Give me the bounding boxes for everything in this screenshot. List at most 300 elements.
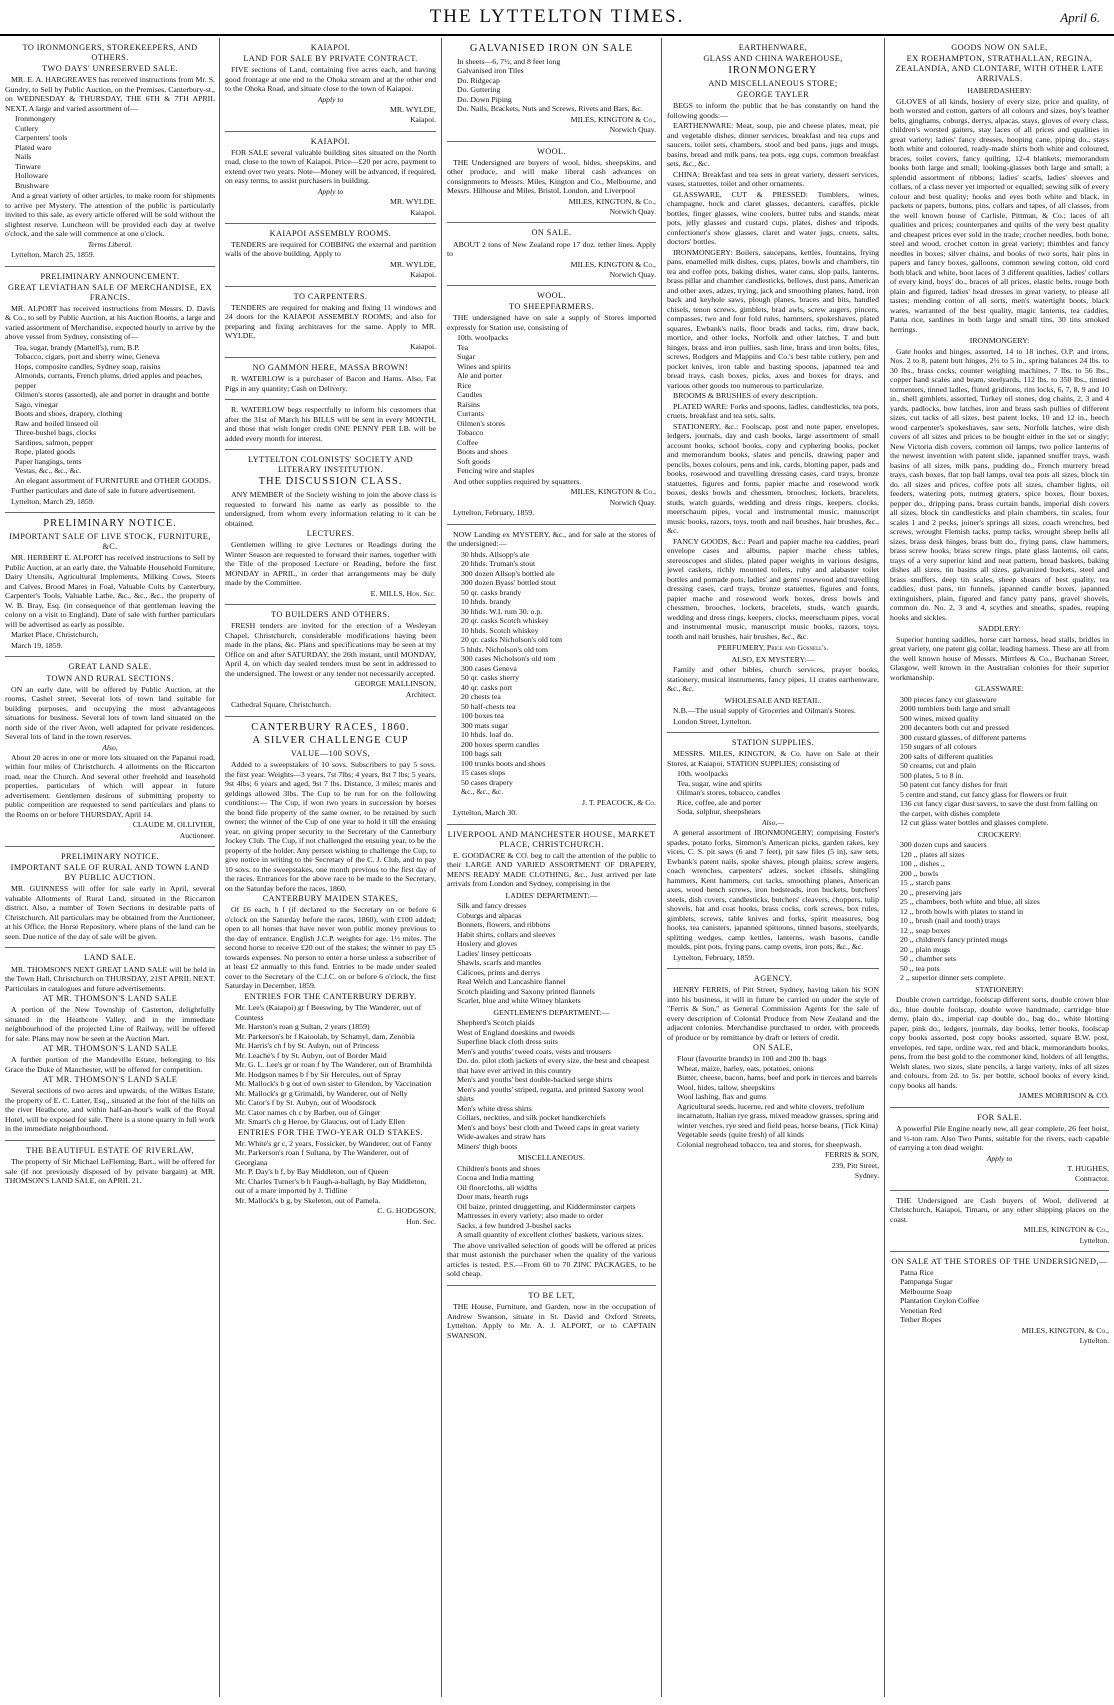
ad-body: HENRY FERRIS, of Pitt Street, Sydney, having taken his SON into his business, it will in future be carried on under the style of "Ferris & Son," as General Commission Agents for the sale of every description of Colonial Produce from New Zealand and the adjacent colonies. Merchandise purchased to order, with proceeds of produce or by remittance by draft or letters of credit. (667, 985, 879, 1042)
column-5 (887, 38, 1112, 1697)
ad-goods-on-sale (890, 38, 1109, 1108)
ad-signature: MILES, KINGTON & Co., (570, 487, 656, 497)
item-list (5, 114, 215, 190)
ad-signature: T. HUGHES, (1067, 1163, 1109, 1173)
list-item: Vestas, &c., &c., &c. (15, 466, 82, 476)
ad-body: PLATED WARE: Forks and spoons, ladles, candlesticks, tea pots, cruets, breakfast and tea sets, salts. (667, 401, 879, 421)
list-item: 50 half-chests tea (461, 701, 516, 711)
list-item: 30 hhds. W.I. rum 30. o.p. (461, 606, 543, 616)
ad-subheading: AT MR. THOMSON'S LAND SALE (42, 1044, 178, 1054)
column-1 (2, 38, 218, 1697)
list-item: Wool, hides, tallow, sheepskins (677, 1082, 775, 1092)
list-item: Men's and boys' best cloth and Tweed caps in great variety (457, 1122, 640, 1132)
column-3 (444, 38, 659, 1697)
ad-body: TENDERS are required for making and fixing 11 windows and 24 doors for the KAIAPOI ASSEMBLY ROOMS; and also for preparing and fixing architraves for the same. Apply to MR. WYLDE, (225, 302, 436, 341)
list-item: Sago, vinegar (15, 399, 58, 409)
ad-place: Market Place, Christchurch, (11, 630, 99, 640)
list-item: 20 qr. casks Nicholson's old tom (461, 635, 563, 645)
ad-subheading: SADDLERY: (978, 624, 1021, 634)
ad-heading: ON SALE AT THE STORES OF THE UNDERSIGNED,— (891, 1256, 1108, 1266)
list-item: Superfine black cloth dress suits (457, 1037, 558, 1047)
ad-subheading: CANTERBURY MAIDEN STAKES, (262, 894, 399, 904)
ad-body: Gentlemen willing to give Lectures or Readings during the Winter Season are requested to forward their names, together with the Title of the proposed Lecture or Reading, before the first MONDAY in APRIL, in order that arrangements may be duly made by the Committee. (225, 540, 436, 588)
ad-subheading: IRONMONGERY: (969, 336, 1030, 346)
list-item: 5 hhds. Nicholson's old tom (461, 644, 548, 654)
item-list (5, 343, 215, 486)
list-item: &c., &c., &c. (461, 787, 504, 797)
ad-heading: WOOL. (537, 146, 566, 156)
list-item: Fencing wire and staples (457, 466, 535, 476)
ad-heading: TO BE LET, (528, 1290, 575, 1300)
ad-subheading: LAND FOR SALE BY PRIVATE CONTRACT. (243, 54, 418, 64)
list-item: Oil baize, printed druggetting, and Kidderminster carpets (457, 1201, 636, 1211)
ad-subheading: WHOLESALE AND RETAIL. (724, 695, 822, 705)
ad-role: Hon. Sec. (406, 1216, 436, 1226)
ad-subheading: IRONMONGERY (728, 65, 818, 77)
ad-rope-sale (447, 223, 656, 286)
ad-subheading: CROCKERY: (977, 829, 1022, 839)
ad-signature: MILES, KINGTON & Co., (570, 259, 656, 269)
list-item: Mr. Parkerson's roan f Sultana, by The Wanderer, out of Georgiana (235, 1148, 409, 1167)
ad-place: 239, Pitt Street, (831, 1160, 879, 1170)
item-list (447, 550, 656, 797)
list-item: Plantation Ceylon Coffee (900, 1296, 980, 1306)
item-list (447, 57, 656, 114)
list-item: 300 dozen Allsop's bottled ale (461, 568, 555, 578)
list-item: Mr. G. L. Lee's gr or roan f by The Wanderer, out of Bramhilda (235, 1060, 432, 1070)
ad-place: Norwich Quay. (609, 207, 656, 217)
list-item: 50 qr. casks brandy (461, 587, 522, 597)
ad-subheading: ENTRIES FOR THE CANTERBURY DERBY. (244, 991, 417, 1001)
list-item: Men's and youths' tweed coats, vests and trousers (457, 1046, 611, 1056)
ad-signature: FERRIS & SON, (825, 1150, 879, 1160)
ad-builders-tender (225, 605, 436, 716)
list-item: 200 boxes sperm candles (461, 739, 540, 749)
ad-body: MESSRS. MILES, KINGTON, & Co. have on Sale at their Stores, at Kaiapoi, STATION SUPPLIES; consisting of (667, 749, 879, 768)
ad-heading: TO CARPENTERS. (293, 291, 368, 301)
list-item: Silk and fancy dresses (457, 901, 527, 911)
list-item: 100 ,, dishes ,, (900, 859, 945, 869)
list-item: Men's and youths' striped, regatta, and printed Saxony wool shirts (457, 1084, 644, 1104)
ad-station-supplies (667, 733, 879, 969)
list-item: Butter, cheese, bacon, hams, beef and pork in tierces and barrels (677, 1073, 878, 1083)
list-item: Flour (favourite brands) in 100 and 200 lb. bags (677, 1054, 827, 1064)
list-item: 100 boxes tea (461, 711, 504, 721)
list-item: 10th. woolpacks (457, 333, 509, 343)
list-item: 10th. woolpacks (677, 769, 729, 779)
list-item: 300 cases Geneva (461, 663, 517, 673)
list-item: Shawls, scarfs and mantles (457, 958, 542, 968)
list-item: Men's and youths' best double-backed serge shirts (457, 1075, 613, 1085)
column-rule (219, 38, 220, 1697)
list-item: Miners' thigh boots (457, 1141, 518, 1151)
list-item: Mr. Lee's (Kaiapoi) gr f Beeswing, by The Wanderer, out of Countess (235, 1003, 422, 1022)
ad-subheading: AND MISCELLANEOUS STORE; (708, 79, 838, 89)
list-item: Almonds, currants, French plums, dried apples and peaches, pepper (15, 371, 203, 390)
item-list (667, 769, 879, 817)
ad-subheading: VALUE—100 SOVS, (290, 749, 371, 759)
ad-body: FRESH tenders are invited for the erection of a Wesleyan Chapel, Christchurch, considerable modifications having been made in the plans, &c. Plans and specifications may be seen at my Office on and after SATURDAY, the 26th instant, until MONDAY, April 4, on which day sealed tenders must be sent in addressed to the undersigned. The lowest or any tender not necessarily accepted. (225, 621, 436, 678)
ad-sheepfarmers (447, 286, 656, 524)
ad-ironmongers-sale (5, 38, 215, 267)
list-item: Soda, sulphur, sheepshears (677, 807, 761, 817)
ad-signature: MILES, KINGTON, & Co., (1021, 1325, 1109, 1335)
ad-body: MR. THOMSON'S NEXT GREAT LAND SALE will be held in the Town Hall, Christchurch on THURSDAY, 21ST APRIL NEXT. Particulars in catalogues and future advertisements. (5, 964, 215, 993)
list-item: Patna Rice (900, 1267, 934, 1277)
ad-leviathan-sale (5, 267, 215, 514)
ad-body: R. WATERLOW is a purchaser of Bacon and Hams. Also, Fat Pigs in any quantity; Cash on Delivery. (225, 374, 436, 393)
list-item: Ironmongery (15, 114, 56, 124)
list-item: 300 dozen cups and saucers (900, 840, 987, 850)
ad-body: BROOMS & BRUSHES of every description. (673, 391, 818, 401)
ad-subheading: MISCELLANEOUS. (518, 1153, 585, 1163)
ad-thomson-land-sale (5, 948, 215, 1140)
list-item: Ladies' linsey petticoats (457, 948, 532, 958)
ad-heading: PRELIMINARY NOTICE. (43, 518, 177, 530)
list-item: Boots and shoes, drapery, clothing (15, 409, 123, 419)
ad-body: GLASSWARE, CUT & PRESSED: Tumblers, wines, champagne, hock and claret glasses, decanters, caraffes, pickle bottles, finger glasses, wine coolers, butter tubs and stands, meat pots, jelly glasses and custard cups, plates, dishes and tripods, confectioner's show glasses, claret and water jugs, cruets, salts, doctors' bottles. (667, 189, 879, 247)
ad-subheading: HABERDASHERY: (967, 86, 1032, 96)
ad-body: R. WATERLOW begs respectfully to inform his customers that after the 31st of March his BILLS will be sent in every MONTH, and those that wish longer credit ONE PENNY PER LB. will be added every month for interest. (225, 405, 436, 443)
item-list (667, 1054, 879, 1149)
list-item: 30 hhds. Allsopp's ale (461, 549, 530, 559)
list-item: 5 centre and stand, cut fancy glass for flowers or fruit (900, 789, 1067, 799)
list-item: 20 hhds. Truman's stout (461, 559, 536, 569)
list-item: Hops, composite candles, Sydney soap, raisins (15, 361, 161, 371)
ad-body: Further particulars and date of sale in future advertisement. (11, 486, 196, 496)
list-item: Sugar (457, 352, 476, 362)
list-item: 20 chests tea (461, 692, 501, 702)
ad-subheading: EX ROEHAMPTON, STRATHALLAN, REGINA, ZEALANDIA, AND CLONTARF, WITH OTHER LATE ARRIVALS. (895, 54, 1104, 84)
ad-signature: MILES, KINGTON & Co., (1023, 1225, 1109, 1235)
ad-date: Lyttelton, February, 1859. (453, 508, 535, 518)
ad-date: March 19, 1859. (11, 640, 63, 650)
ad-heading: ON SALE. (531, 228, 572, 238)
list-item: Do. Down Piping (457, 94, 512, 104)
ad-agency (667, 969, 879, 1186)
ad-heading: FOR SALE. (977, 1112, 1022, 1122)
ad-body: Of £6 each, h f (if declared to the Secretary on or before 6 o'clock on the Saturday before the races, 1860), with £100 added; open to all horses that have never won public money previous to the day of entrance. English J.C.P. weights for age. 1½ miles. The second horse to receive £20 out of the stakes; the winner to pay £5 towards expenses. No person to enter a horse unless a subscriber of at least £2 annually to this fund. Entries to be made under sealed cover to the Secretary of the C.J.C. on or before 6 o'clock, the first Saturday in December, 1859. (225, 905, 436, 991)
ad-subheading: GREAT LEVIATHAN SALE OF MERCHANDISE, EX FRANCIS. (8, 282, 212, 302)
list-item: Men's white dress shirts (457, 1103, 532, 1113)
ad-body: A further portion of the Mandeville Estate, belonging to his Grace the Duke of Manchester, will be offered for competition. (5, 1055, 215, 1074)
ad-riverlaw-estate (5, 1141, 215, 1192)
ad-date: Lyttelton, March 30. (453, 808, 518, 818)
list-item: Mr. Mallock's b g out of own sister to Glendon, by Vaccination (235, 1079, 432, 1089)
ad-signature: JAMES MORRISON & CO. (1018, 1091, 1109, 1101)
list-item: Tea, sugar, wine and spirits (677, 778, 762, 788)
ad-body: BEGS to inform the public that he has constantly on hand the following goods:— (667, 101, 879, 120)
ad-body: ON an early date, will be offered by Public Auction, at the rooms, Cashel street, Several lots of town land suitable for building purposes, and occupying the most advantageous situations for business. Several lots of town land situated on the north side of the river Avon, well adapted for private residences. Several lots of land in the town reserves. (5, 684, 215, 742)
list-item: Habit shirts, collars and sleeves (457, 929, 556, 939)
ad-body: FIVE sections of Land, containing five acres each, and having good frontage at one end to the Ohoka stream and at the other end to the Ohoka Road, and situate close to the town of Kaiapoi. (225, 65, 436, 94)
ad-body: Gate hooks and hinges, assorted, 14 to 18 inches, O.P. and irons, Nos. 2 to 8, patent butt hinges, 2½ to 5 in., spring balances 24 lbs. to 30 lbs., brass cocks, counter weighing machines, 7 lbs. to 56 lbs., copper hand scales and beam, steelyards, 112 lbs. to 350 lbs., tinned tormenters, tinned ladles, fluted gridirons, rim locks, 6, 7, 8, 9 and 10 in., shell gimblets, assorted, Turkey oil stones, dog chains, 2, 3 and 4 yards, padlocks, bow latches, iron and brass sash pullies of different sizes, cut tacks of all sizes, best patent locks, 10 and 12 in., beech wood carpenter's spokeshaves, saw sets, Norfolk latches, wire dish covers of all sizes and prices to be bought either in the set or singly; New Victoria dish covers, common oil lamps, two police lanterns of the newest invention with patent slide, japanned snuffer trays, wash basins of all sizes, milk pans, pudding do., French murrery bread trays, cash boxes, flat top ball lamps, oval tea pots all sizes, block tin do. all sizes and prices, coffee pots all sizes, chamber lights, oil feeders, watering pots, nutmeg graters, spice boxes, flour boxes, pepper do., dripping pans, brass curtain bands, imperial dish covers all sizes, block tin candlesticks and plain chambers, tin scales, four scales 1 and 2 pecks, joiner's springs all sizes, coach wrenches, bed screws, wrought Flemish tacks, pump tacks, wrought sheep bells all sizes, brass desk hinges, brass butt do., frying pans, claw hammers, brass screw hooks, brass screw rings, plate glass lanterns, oil cans, trays of a very superior kind and neat pattern, bread baskets, baking dishes all sizes, tin basins all sizes, galvanized buckets, steel and brass snuffers, deep tin scales, sheep shears of best quality, tea caddies, dust pans, tin funnels, japanned candle boxes, japanned extinguishers, plain, figured and fancy patty pans, gravel shovels, common do. No. 2, 3 and 4, scythes and sneaths, spades, reaping hooks and sickles. (890, 346, 1109, 622)
ad-heading: GOODS NOW ON SALE, (951, 43, 1048, 52)
list-item: Mr. Mallock's gr g Grimaldi, by Wanderer, out of Nelly (235, 1088, 408, 1098)
ad-livestock-sale (5, 513, 215, 657)
list-item: 12 cut glass water bottles and glasses complete. (900, 818, 1049, 828)
ad-heading: KAIAPOI. (310, 136, 351, 146)
list-item: Raisins (457, 399, 480, 409)
ad-no-gammon (225, 358, 436, 400)
ad-galvanised-iron (447, 38, 656, 142)
column-rule (884, 38, 885, 1697)
list-item: Bonnets, flowers, and ribbons (457, 920, 551, 930)
list-item: Mr. Parkerson's br f Kaioolab, by Schamyl, dam, Zenobia (235, 1031, 415, 1041)
ad-place: London Street, Lyttelton. (673, 716, 752, 726)
ad-heading: LIVERPOOL AND MANCHESTER HOUSE, MARKET PLACE, CHRISTCHURCH. (447, 829, 656, 849)
ad-heading: NO GAMMON HERE, MASSA BROWN! (252, 363, 409, 373)
ad-body: TENDERS are required for COBBING the external and partition walls of the above building. Apply to (225, 239, 436, 259)
ad-body: And a great variety of other articles, to make room for shipments to arrive per Mystery. The attention of the public is particularly invited to this sale, as every article offered will be sold without the slightest reserve. Luncheon will be provided each day at twelve o'clock, and the sale will commence at one o'clock. (5, 191, 215, 239)
list-item: 10 hhds. loaf do. (461, 730, 514, 740)
list-item: Oilmen's stores (assorted), ale and porter in draught and bottle (15, 390, 210, 400)
item-list (890, 695, 1109, 828)
list-item: 200 decanters both cut and pressed (900, 723, 1009, 733)
ad-signature: MILES, KINGTON & Co., (570, 114, 656, 124)
ad-subheading: GEORGE TAYLER (736, 90, 810, 100)
list-item: Colonial negrohead tobacco, tea and stores, for sheepwash. (677, 1139, 862, 1149)
ad-subheading: GENTLEMEN'S DEPARTMENT:— (493, 1007, 610, 1017)
ad-waterlow-bills (225, 400, 436, 450)
list-item: Coburgs and alpacas (457, 910, 522, 920)
list-item: Wines and spirits (457, 361, 511, 371)
list-item: 15 ,, starch pans (900, 878, 951, 888)
ad-subheading: TWO DAYS' UNRESERVED SALE. (42, 64, 178, 74)
item-list (447, 1018, 656, 1151)
ad-place: Kaiapoi. (410, 207, 436, 217)
ad-body: MR. E. A. HARGREAVES has received instructions from Mr. S. Gundry, to Sell by Public Auction, on the Premises, Canterbury-st., on WEDNESDAY & THURSDAY, THE 6TH & 7TH APRIL NEXT, A large and varied assortment of— (5, 75, 215, 113)
list-item: Real Welch and Lancashire flannel (457, 977, 566, 987)
list-item: Raw and boiled linseed oil (15, 418, 99, 428)
list-item: In sheets—6, 7½, and 8 feet long (457, 56, 561, 66)
list-item: An elegant assortment of FURNITURE and OTHER GOODS. (15, 475, 211, 485)
ad-body: Family and other bibles, church services, prayer books, stationery, musical instruments, fancy pipes, 11 crates earthenware, &c., &c. (667, 665, 879, 694)
ad-to-carpenters (225, 287, 436, 358)
ad-place: Norwich Quay. (609, 497, 656, 507)
ad-body: THE House, Furniture, and Garden, now in the occupation of Andrew Swanson, situate in St. David and Oxford Streets, Lyttelton. Apply to Mr. A. J. ALPORT, or to CAPTAIN SWANSON. (447, 1302, 656, 1340)
list-item: 300 cases Nicholson's old tom (461, 654, 556, 664)
ad-body: N.B.—The usual supply of Groceries and Oilman's Stores. (673, 706, 856, 716)
entry-list (225, 1139, 436, 1206)
ad-subheading: LADIES' DEPARTMENT:— (505, 890, 598, 900)
ad-body: ANY MEMBER of the Society wishing to join the above class is requested to forward his name as early as possible to the undersigned, from whom every information relating to it can be obtained. (225, 490, 436, 528)
list-item: Mr. Charles Turner's b h Faugh-a-ballagh, by Bay Middleton, out of a mare imported by J. Tidline (235, 1176, 427, 1196)
ad-body: STATIONERY, &c.: Foolscap, post and note paper, envelopes, ledgers, journals, day and cash books, large assortment of small account books, school books, copy and cyphering books, pocket and memorandum books, slates and pencils, drawing paper and pencils, boxes colours, pens and ink, cards, blotting paper, pads and books, rosewood and travelling dressing cases, card trays, bronze statuettes, figures and fonts, papier mache and rosewood work boxes, desks bowls and chessmen, brooches, lockets, bracelets, studs, watch guards, wedding and dress rings, keepers, clocks, meerschaum pipes, vocal and instrumental music, manuscript music books, razors, toys, tooth and nail brushes, hair brushes, &c., &c. (667, 421, 879, 536)
list-item: Nails (15, 152, 32, 162)
list-item: 200 salts of different qualities (900, 751, 993, 761)
list-item: Galvanised iron Tiles (457, 66, 524, 76)
list-item: Mr. Mallock's b g, by Skeleton, out of Pamela. (235, 1195, 381, 1205)
list-item: Currants (457, 409, 484, 419)
ad-on-sale-stores (890, 1252, 1109, 1352)
ad-body: MR. HERBERT E. ALPORT has received instructions to Sell by Public Auction, at an early date, the Valuable Household Furniture, Dairy Utensils, Agricultural Implements, Milking Cows, Steers and Calves, Brood Mares in Foal, Valuable Colts by Canterbury, Carpenter's Tools, Valuable Lathe, &c., &c., &c., the property of W. B. Bray, Esq. (in consequence of that gentleman leaving the colony on a visit to England). Date of sale with further particulars will be advertised as early as possible. (5, 553, 215, 629)
ad-subheading: IMPORTANT SALE OF LIVE STOCK, FURNITURE, &C. (9, 532, 211, 552)
list-item: Sacks, a few hundred 3-bushel sacks (457, 1220, 572, 1230)
list-item: Brushware (15, 180, 49, 190)
ad-place: Norwich Quay. (609, 125, 656, 135)
ad-subheading: STATIONERY: (975, 984, 1024, 994)
ad-body: Superior hunting saddles, horse cart harness, head stalls, bridles in great variety, one patent gig collar, leading harness. These are all from the well known house of Messrs. Mirrlees & Co., Buchanan Street, Glasgow, well known in the Australian colonies for their superior workmanship. (890, 634, 1109, 682)
ad-body: FANCY GOODS, &c.: Pearl and papier mache tea caddies, pearl envelope cases and albums, papier mache chess tables, stereoscopes and slides, plated paper weights in various designs, jewel caskets, richly mounted toilets, ruby and alabaster toilet bottles and pomade pots, ladies' and gents' rosewood and travelling dressing cases, card trays, bronze statuettes, figures and fonts, papier mache and rosewood work boxes, dress bowls and chessmen, brooches, lockets, bracelets, studs, watch guards, wedding and dress rings, keepers, clocks, meerschaum pipes, vocal and instrumental music, manuscript music books, razors, toys, tooth and nail brushes, hair brushes, &c., &c. (667, 536, 879, 641)
list-item: Scotch plaiding and Saxony printed flannels (457, 986, 595, 996)
ad-heading: TO IRONMONGERS, STOREKEEPERS, AND OTHERS. (22, 43, 198, 63)
list-item: Mr. Harston's roan g Sultan, 2 years (1859) (235, 1022, 370, 1032)
ad-body: THE undersigned have on sale a supply of Stores imported expressly for Station use, consisting of (447, 313, 656, 332)
ad-rural-land-sale (5, 847, 215, 948)
ad-subheading: IMPORTANT SALE OF RURAL AND TOWN LAND BY PUBLIC AUCTION. (10, 863, 210, 883)
ad-heading: GALVANISED IRON ON SALE (469, 43, 634, 54)
ad-body: A portion of the New Township of Casterton, delightfully situated in the Heathcote Valley, and in the immediate neighbourhood of the projected Line of Railway, will be offered for sale. Plans may now be seen at the Auction Mart. (5, 1005, 215, 1043)
ad-body: Added to a sweepstakes of 10 sovs. Subscribers to pay 5 sovs. the first year. Weights—3 years, 7st 7lbs; 4 years, 8st 7 lbs; 5 years, 9st 4lbs; 6 years and aged, 9st 7 lbs. Distance, 3 miles; mares and geldings allowed 3lbs. The Cup to be run for on the following conditions:— The Cup, if won two years in succession by horses the bond fide property of the same owner, to be retained by such owner; the winner of the Cup of one year to hold it till the ensuing year, on giving proper security to the Secretary of the Canterbury Jockey Club. The Cup, if not challenged the ensuing year, to be the property of the holder. Any person wishing to challenge the Cup, to give notice in writing to the Secretary of the C. J. Club, and to pay 10 sovs. to the sweepstakes, one month previous to the first day of the races. Entrances for the above race to be made to the Secretary, on the Saturday before the races, 1860. (225, 760, 436, 893)
ad-body: NOW Landing ex MYSTERY, &c., and for sale at the stores of the undersigned:— (447, 529, 656, 549)
ad-subheading: ALSO, EX MYSTERY:— (731, 654, 815, 664)
entry-list (225, 1003, 436, 1127)
list-item: West of England doeskins and tweeds (457, 1027, 575, 1037)
ad-body: A general assortment of IRONMONGERY; comprising Foster's spades, potato forks, Simmon's American picks, garden rakes, key vices, C. S. pit saws (6 and 7 feet), pit saw files (5 in), saw sets, Ewbank's patent nails, spoke shaves, plough plains, screw augers, coach wrenches, carpenters' adzes, socket chisels, shingling hammers, Kent hammers, cut tacks, smoothing planes, American axes, wood bench screws, iron bedsteads, iron buckets, butchers' steels, dish covers, candlesticks, butchers' cleavers, choppers, tulip shovels, hat and coat hooks, brass cocks, cork screws, box rules, gimblets, screws, table knives and forks, spirit measures, bog hooks, tea canisters, japanned spittoons, tinned basons, steelyards, splitting wedges, camp kettles, lanterns, wash basons, candle moulds, pint pots, frying pans, camp ovens, iron pots, &c., &c. (667, 828, 879, 952)
ad-heading: KAIAPOI ASSEMBLY ROOMS. (269, 228, 392, 238)
item-list (447, 333, 656, 476)
list-item: Soft goods (457, 456, 491, 466)
ad-body: THE Undersigned are Cash buyers of Wool, delivered at Christchurch, Kaiapoi, Timaru, or any other shipping places on the coast. (890, 1195, 1109, 1224)
list-item: Sardines, salmon, pepper (15, 437, 94, 447)
list-item: Do. Nails, Brackets, Nuts and Screws, Rivets and Bars, &c. (457, 104, 644, 114)
list-item: Mattresses in every variety; also made to order (457, 1211, 604, 1221)
ad-body: Several sections of two acres and upwards, of the Wilkes Estate, the property of E. C. Latter, Esq., situated at the foot of the hills on the river Heathcote, and within half-an-hour's walk of the Royal Hotel, will be exposed for sale. There is a stone quarry in full work in the immediate neighbourhood. (5, 1086, 215, 1134)
list-item: Cocoa and India matting (457, 1173, 534, 1183)
list-item: Scarlet, blue and white Witney blankets (457, 996, 581, 1006)
list-item: 2 ,, superior dinner sets complete. (900, 973, 1006, 983)
list-item: Mr. Hodgson names b f by Sir Hercules, out of Spray (235, 1069, 402, 1079)
list-item: Venetian Red (900, 1305, 942, 1315)
list-item: Three-bushel bags, clocks (15, 428, 97, 438)
list-item: 25 ,, chambers, both white and blue, all sizes (900, 897, 1040, 907)
list-item: Mr. Harris's ch f by St. Aubyn, out of Princess (235, 1041, 379, 1051)
list-item: Mr. Leache's f by St. Aubyn, out of Border Maid (235, 1050, 387, 1060)
ad-body: Double crown cartridge, foolscap different sorts, double crown blue do., blue double foolscap, double wove handmade, cartridge blue demy, plain do., imperial cap double do., bag do., white blotting paper, pink do., ledgers, journals, day books, letter books, foolscap copy books assorted, post copy books assorted, square B.W. post, envelopes, red tape, ordine wax, red and black, memorandum books, pens, from the best gold to the commoner kind, holders of all lengths, Welsh slates, two sizes, slate pencils, a large variety, inks of all sizes and colours, from 2d. to 5s. per bottle, school books of every kind, copy books all hands. (890, 995, 1109, 1090)
ad-subheading: TO SHEEPFARMERS. (509, 302, 594, 312)
list-item: Wide-awakes and straw hats (457, 1132, 546, 1142)
ad-subheading: AT MR. THOMSON'S LAND SALE (42, 994, 178, 1004)
list-item: A small quantity of excellent clothes' baskets, various sizes. (457, 1230, 644, 1240)
list-item: Do. Ridgecap (457, 75, 500, 85)
column-4 (664, 38, 882, 1697)
list-item: 100 trunks boots and shoes (461, 758, 546, 768)
ad-signature: MR. WYLDE. (390, 197, 436, 207)
ad-heading: TO BUILDERS AND OTHERS. (271, 610, 390, 620)
ad-place: Kaiapoi. (410, 341, 436, 351)
ad-earthenware-warehouse (667, 38, 879, 733)
list-item: Rice (457, 380, 472, 390)
list-item: 100 bags salt (461, 749, 502, 759)
ad-signature: CLAUDE M. OLLIVIER, (132, 820, 215, 830)
list-item: 300 dozen Byass' bottled stout (461, 578, 556, 588)
list-item: 300 pieces fancy cut glassware (900, 694, 997, 704)
ad-heading: PRELIMINARY NOTICE. (60, 852, 160, 862)
ad-signature: MILES, KINGTON, & Co., (568, 196, 656, 206)
list-item: Oilmen's stores (457, 418, 505, 428)
ad-body: About 20 acres in one or more lots situated on the Papanui road, within four miles of Christchurch. 4 allotments on the Riccarton road, near the Church. And several other freehold and leasehold properties, particulars of which will appear in future advertisement. Gentlemen desirous of submitting property to public competition are requested to send particulars and plans to the Rooms on or before THURSDAY, April 14. (5, 752, 215, 819)
ad-role: Contractor. (1075, 1174, 1109, 1184)
ad-liverpool-manchester-house (447, 825, 656, 1286)
list-item: 2000 tumblers both large and small (900, 704, 1011, 714)
ad-apply: Apply to (986, 1153, 1013, 1163)
list-item: Paper hangings, tents (15, 456, 82, 466)
ad-place: Cathedral Square, Christchurch. (231, 700, 332, 710)
list-item: Melbourne Soap (900, 1286, 952, 1296)
list-item: Rope, plated goods (15, 447, 75, 457)
list-item: Ale and porter (457, 371, 503, 381)
list-item: Oilman's stores, tobacco, candles (677, 788, 781, 798)
item-list (447, 901, 656, 1006)
ad-heading: THE BEAUTIFUL ESTATE OF RIVERLAW, (26, 1145, 194, 1155)
ad-signature: E. MILLS, Hon. Sec. (370, 588, 436, 598)
list-item: 200 ,, bowls (900, 868, 939, 878)
list-item: 40 qr. casks port (461, 682, 513, 692)
ad-house-to-let (447, 1286, 656, 1346)
column-rule (661, 38, 662, 1697)
ad-pile-engine (890, 1108, 1109, 1191)
list-item: Hosiery and gloves (457, 939, 518, 949)
list-item: Mr. Cator's f by St. Aubyn, out of Woodstock (235, 1098, 377, 1108)
column-2 (222, 38, 439, 1697)
ad-subheading: ON SALE, (752, 1043, 794, 1053)
list-item: 12 ,, soap boxes (900, 925, 951, 935)
list-item: 10 hhds. Scotch whiskey (461, 625, 539, 635)
ad-place: Lyttelton. (1079, 1336, 1109, 1346)
list-item: 500 wines, mixed quality (900, 713, 979, 723)
list-item: 20 qr. casks Scotch whiskey (461, 616, 549, 626)
ad-place: Norwich Quay. (609, 270, 656, 280)
ad-apply: Apply to (317, 94, 344, 104)
ad-ex-mystery (447, 525, 656, 825)
list-item: Collars, neckties, and silk pocket handkerchiefs (457, 1113, 606, 1123)
list-item: Cutlery (15, 123, 39, 133)
ad-also: Also,— (761, 817, 785, 827)
list-item: Children's boots and shoes (457, 1163, 541, 1173)
list-item: Tobacco (457, 428, 484, 438)
ad-body: MR. ALPORT has received instructions from Messrs. D. Davis & Co., to sell by Public Auction, at his Auction Rooms, a large and varied assortment of Merchandise, expected hourly to arrive by the above vessel from Sydney, consisting of— (5, 303, 215, 342)
ad-body: ABOUT 2 tons of New Zealand rope 17 doz. tether lines. Apply to (447, 239, 656, 259)
ad-heading: STATION SUPPLIES. (731, 738, 815, 748)
ad-body: CHINA: Breakfast and tea sets in great variety, dessert services, vases, statuettes, toilet and other ornaments. (667, 169, 879, 189)
masthead (0, 0, 1114, 36)
list-item: 15 cases slops (461, 768, 506, 778)
ad-literary-institution (225, 450, 436, 605)
ad-heading: PRELIMINARY ANNOUNCEMENT. (40, 271, 180, 281)
list-item: Tobacco, cigars, port and sherry wine, Geneva (15, 352, 160, 362)
list-item: Door mats, hearth rugs (457, 1192, 529, 1202)
list-item: 500 plates, 5 to 8 in. (900, 770, 964, 780)
list-item: Wool lashing, flax and gums (677, 1092, 767, 1102)
list-item: 120 ,, plates all sizes (900, 849, 965, 859)
newspaper-title: THE LYTTELTON TIMES. (429, 6, 685, 27)
ad-heading: LYTTELTON COLONISTS' SOCIETY AND LITERARY INSTITUTION. (247, 455, 414, 475)
ad-subheading: TOWN AND RURAL SECTIONS. (46, 673, 174, 683)
ad-signature: GEORGE MALLINSON, (354, 679, 436, 689)
list-item: 150 sugars of all colours (900, 742, 977, 752)
item-list (447, 1164, 656, 1240)
list-item: 20 ,, plain mugs (900, 944, 951, 954)
ad-body: And other supplies required by squatters. (453, 476, 582, 486)
ad-role: Architect. (405, 689, 436, 699)
list-item: Mr. Cator names ch c by Barber, out of Ginger (235, 1107, 381, 1117)
list-item: Do. do. pilot cloth jackets of every size, the best and cheapest that have ever arrived in this country (457, 1056, 650, 1075)
ad-subheading: GLASS AND CHINA WAREHOUSE, (703, 54, 843, 64)
list-item: Do. Guttering (457, 85, 501, 95)
ad-great-land-sale (5, 657, 215, 847)
ad-date: Lyttelton, March 25, 1859. (11, 250, 95, 260)
